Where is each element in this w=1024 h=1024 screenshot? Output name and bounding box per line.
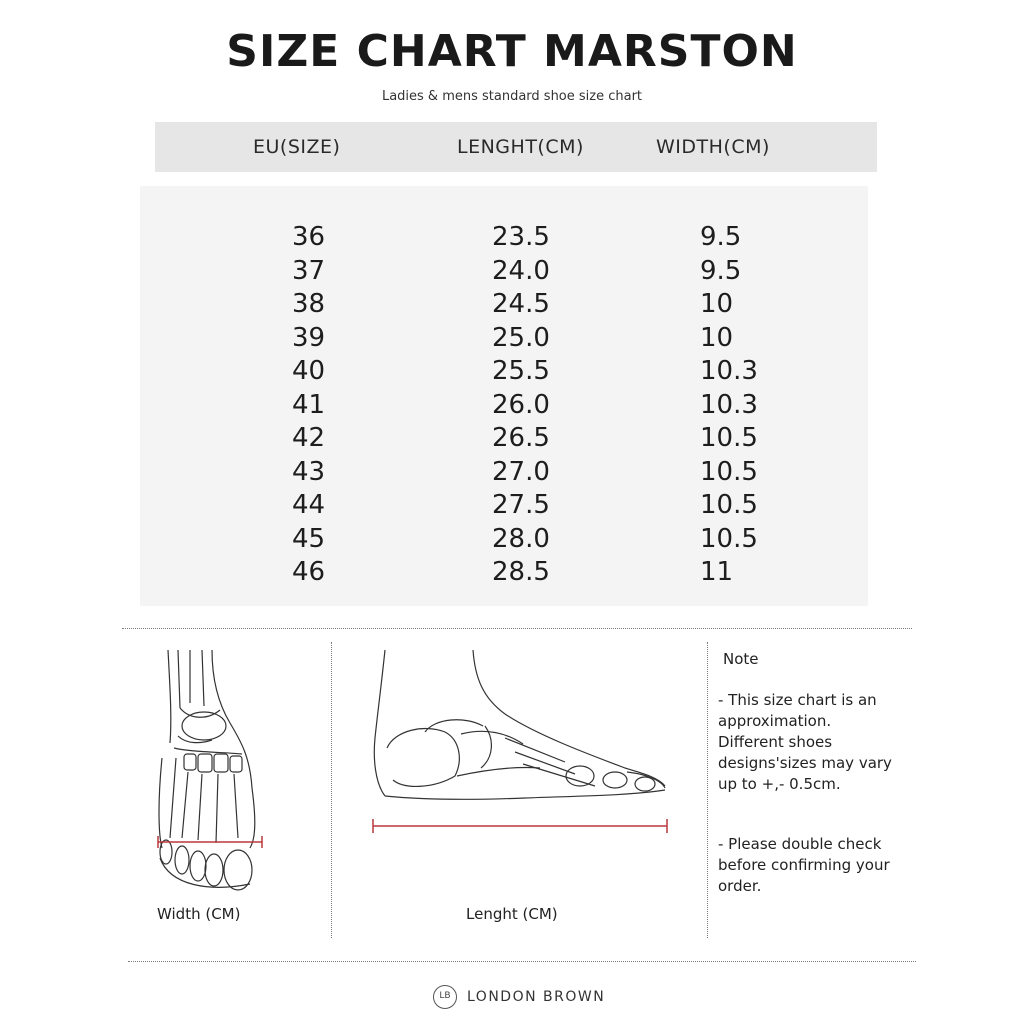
header-width: WIDTH(CM) — [656, 136, 770, 158]
header-length: LENGHT(CM) — [457, 136, 584, 158]
foot-top-view-illustration — [150, 648, 275, 898]
note-heading: Note — [723, 650, 759, 668]
page-title: SIZE CHART MARSTON — [226, 26, 798, 77]
cell-length: 23.5 — [492, 222, 550, 252]
cell-eu-size: 41 — [292, 389, 326, 420]
cell-length: 27.5 — [492, 490, 550, 520]
table-row — [140, 390, 868, 424]
table-row — [140, 222, 868, 256]
cell-eu-size: 38 — [292, 289, 326, 319]
table-header — [155, 122, 877, 172]
cell-length: 26.0 — [492, 389, 550, 420]
cell-width: 10.3 — [700, 389, 758, 420]
cell-width: 11 — [700, 557, 734, 587]
divider-vertical-right — [707, 642, 708, 938]
brand-name: LONDON BROWN — [467, 989, 606, 1005]
cell-eu-size: 40 — [292, 356, 326, 386]
cell-length: 24.5 — [492, 289, 550, 319]
cell-width: 9.5 — [700, 222, 742, 252]
cell-eu-size: 45 — [292, 523, 326, 554]
cell-eu-size: 44 — [292, 490, 326, 520]
cell-width: 10.5 — [700, 456, 758, 487]
table-row — [140, 323, 868, 357]
cell-length: 25.0 — [492, 322, 550, 353]
header-eu-size: EU(SIZE) — [253, 136, 341, 158]
table-row — [140, 457, 868, 491]
size-table-body — [140, 186, 868, 606]
brand-logo-icon: LB — [433, 985, 457, 1009]
page-subtitle: Ladies & mens standard shoe size chart — [381, 89, 643, 104]
table-row — [140, 256, 868, 290]
table-row — [140, 423, 868, 457]
table-row — [140, 356, 868, 390]
table-row — [140, 524, 868, 558]
cell-width: 9.5 — [700, 255, 742, 286]
cell-width: 10.5 — [700, 423, 758, 453]
cell-eu-size: 37 — [292, 255, 326, 286]
cell-eu-size: 43 — [292, 456, 326, 487]
cell-length: 25.5 — [492, 356, 550, 386]
table-row — [140, 557, 868, 591]
cell-width: 10.5 — [700, 490, 758, 520]
cell-length: 28.0 — [492, 523, 550, 554]
table-row — [140, 490, 868, 524]
cell-length: 24.0 — [492, 255, 550, 286]
note-item-approximation: - This size chart is an approximation. Different shoes designs'sizes may vary up to +,- 0.5cm. — [718, 691, 892, 793]
cell-eu-size: 36 — [292, 222, 326, 252]
cell-length: 28.5 — [492, 557, 550, 587]
cell-width: 10 — [700, 289, 734, 319]
width-label: Width (CM) — [157, 905, 241, 923]
divider-bottom — [128, 961, 916, 962]
cell-eu-size: 42 — [292, 423, 326, 453]
cell-width: 10.3 — [700, 356, 758, 386]
foot-side-view-illustration — [365, 648, 675, 838]
cell-width: 10.5 — [700, 523, 758, 554]
cell-eu-size: 39 — [292, 322, 326, 353]
divider-vertical-left — [331, 642, 332, 938]
cell-eu-size: 46 — [292, 557, 326, 587]
cell-width: 10 — [700, 322, 734, 353]
divider-top — [122, 628, 912, 629]
table-row — [140, 289, 868, 323]
cell-length: 26.5 — [492, 423, 550, 453]
note-item-double-check: - Please double check before confirming your order. — [718, 835, 890, 895]
cell-length: 27.0 — [492, 456, 550, 487]
length-label: Lenght (CM) — [466, 905, 558, 923]
